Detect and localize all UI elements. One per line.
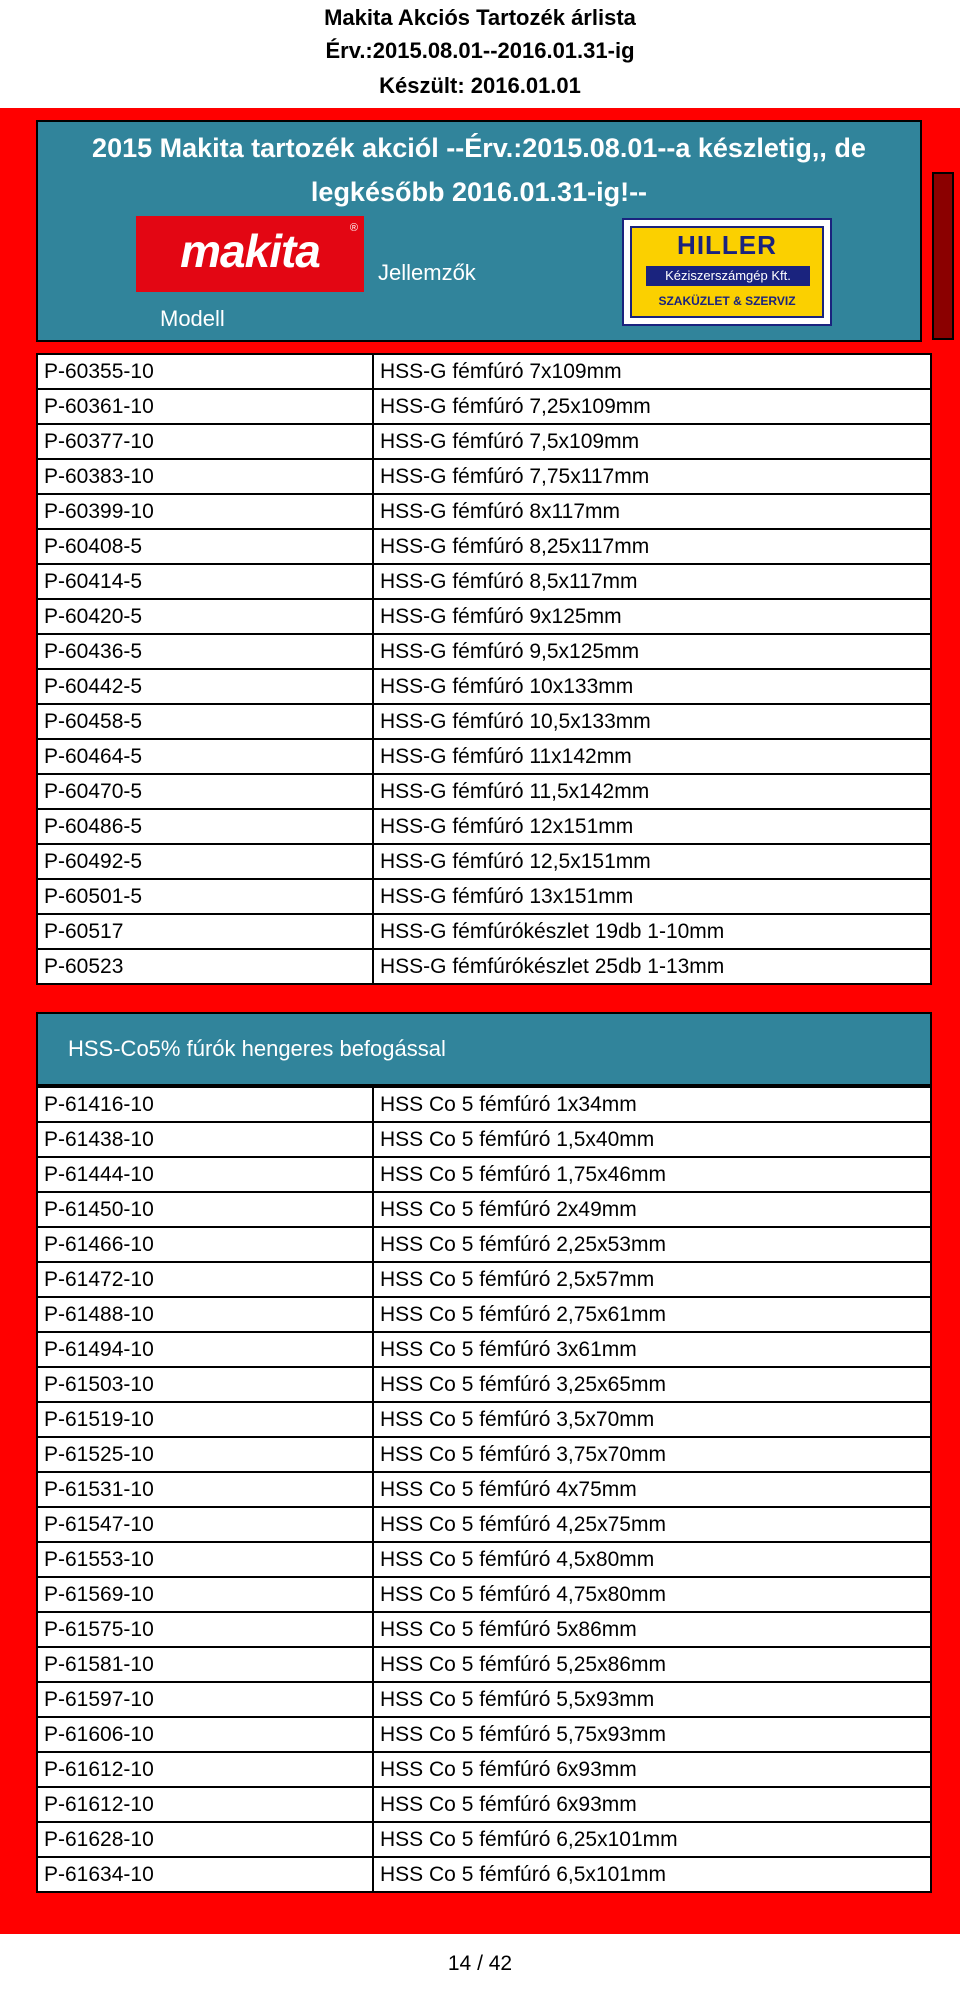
description-cell: HSS-G fémfúró 12,5x151mm	[373, 844, 931, 879]
model-cell: P-60420-5	[37, 599, 373, 634]
model-cell: P-61488-10	[37, 1297, 373, 1332]
description-cell: HSS-G fémfúró 7,75x117mm	[373, 459, 931, 494]
column-header-modell: Modell	[160, 306, 225, 331]
description-cell: HSS-G fémfúró 10,5x133mm	[373, 704, 931, 739]
page-number: 14 / 42	[447, 1952, 513, 1975]
table-row	[37, 1612, 931, 1647]
model-cell: P-60464-5	[37, 739, 373, 774]
model-cell: P-61634-10	[37, 1857, 373, 1892]
hiller-logo	[622, 218, 832, 326]
makita-logo-text: makita	[180, 225, 320, 277]
model-cell: P-60458-5	[37, 704, 373, 739]
model-cell: P-60355-10	[37, 354, 373, 389]
model-cell: P-61416-10	[37, 1087, 373, 1122]
table-row	[37, 1507, 931, 1542]
section-title: HSS-Co5% fúrók hengeres befogással	[68, 1036, 446, 1061]
description-cell: HSS-G fémfúró 9x125mm	[373, 599, 931, 634]
table-row	[37, 1682, 931, 1717]
description-cell: HSS Co 5 fémfúró 6,5x101mm	[373, 1857, 931, 1892]
model-cell: P-61450-10	[37, 1192, 373, 1227]
table-row	[37, 669, 931, 704]
description-cell: HSS-G fémfúró 8x117mm	[373, 494, 931, 529]
makita-logo	[136, 216, 364, 292]
table-row	[37, 354, 931, 389]
table-row	[37, 529, 931, 564]
description-cell: HSS Co 5 fémfúró 1,75x46mm	[373, 1157, 931, 1192]
table-row	[37, 424, 931, 459]
right-side-bar	[932, 172, 954, 340]
model-cell: P-60377-10	[37, 424, 373, 459]
model-cell: P-61494-10	[37, 1332, 373, 1367]
description-cell: HSS Co 5 fémfúró 2x49mm	[373, 1192, 931, 1227]
table-row	[37, 704, 931, 739]
table-row	[37, 1122, 931, 1157]
table-row	[37, 1717, 931, 1752]
description-cell: HSS Co 5 fémfúró 1,5x40mm	[373, 1122, 931, 1157]
table-row	[37, 599, 931, 634]
model-cell: P-61612-10	[37, 1787, 373, 1822]
model-cell: P-61472-10	[37, 1262, 373, 1297]
model-cell: P-61444-10	[37, 1157, 373, 1192]
banner-title-line2: legkésőbb 2016.01.31-ig!--	[310, 177, 648, 207]
model-cell: P-61547-10	[37, 1507, 373, 1542]
description-cell: HSS Co 5 fémfúró 5,75x93mm	[373, 1717, 931, 1752]
description-cell: HSS Co 5 fémfúró 5,25x86mm	[373, 1647, 931, 1682]
description-cell: HSS-G fémfúró 13x151mm	[373, 879, 931, 914]
model-cell: P-61597-10	[37, 1682, 373, 1717]
description-cell: HSS-G fémfúró 12x151mm	[373, 809, 931, 844]
description-cell: HSS Co 5 fémfúró 3,25x65mm	[373, 1367, 931, 1402]
table-row	[37, 1192, 931, 1227]
table-row	[37, 1577, 931, 1612]
description-cell: HSS Co 5 fémfúró 3x61mm	[373, 1332, 931, 1367]
model-cell: P-60470-5	[37, 774, 373, 809]
hiller-logo-subtitle: Kéziszerszámgép Kft.	[646, 266, 810, 286]
table-row	[37, 1297, 931, 1332]
description-cell: HSS Co 5 fémfúró 4,5x80mm	[373, 1542, 931, 1577]
model-cell: P-60517	[37, 914, 373, 949]
table-row	[37, 844, 931, 879]
banner-title	[38, 126, 920, 214]
description-cell: HSS-G fémfúró 11,5x142mm	[373, 774, 931, 809]
column-header-jellemzok: Jellemzők	[378, 260, 476, 285]
doc-title: Makita Akciós Tartozék árlista	[324, 5, 636, 30]
table-row	[37, 1402, 931, 1437]
description-cell: HSS-G fémfúrókészlet 19db 1-10mm	[373, 914, 931, 949]
model-cell: P-61606-10	[37, 1717, 373, 1752]
table-row	[37, 1367, 931, 1402]
table-row	[37, 1437, 931, 1472]
table-row	[37, 494, 931, 529]
description-cell: HSS Co 5 fémfúró 1x34mm	[373, 1087, 931, 1122]
model-cell: P-61569-10	[37, 1577, 373, 1612]
description-cell: HSS Co 5 fémfúró 5,5x93mm	[373, 1682, 931, 1717]
table-row	[37, 1857, 931, 1892]
model-cell: P-60501-5	[37, 879, 373, 914]
model-cell: P-61581-10	[37, 1647, 373, 1682]
description-cell: HSS-G fémfúrókészlet 25db 1-13mm	[373, 949, 931, 984]
model-cell: P-60399-10	[37, 494, 373, 529]
description-cell: HSS Co 5 fémfúró 3,5x70mm	[373, 1402, 931, 1437]
table-row	[37, 1647, 931, 1682]
table-row	[37, 739, 931, 774]
model-cell: P-61553-10	[37, 1542, 373, 1577]
description-cell: HSS Co 5 fémfúró 4,25x75mm	[373, 1507, 931, 1542]
table-row	[37, 1087, 931, 1122]
model-cell: P-61503-10	[37, 1367, 373, 1402]
table-row	[37, 459, 931, 494]
table-row	[37, 949, 931, 984]
model-cell: P-60442-5	[37, 669, 373, 704]
description-cell: HSS-G fémfúró 7x109mm	[373, 354, 931, 389]
table-row	[37, 1157, 931, 1192]
hiller-logo-tagline: SZAKÜZLET & SZERVIZ	[658, 294, 796, 308]
table-row	[37, 809, 931, 844]
table-row	[37, 879, 931, 914]
description-cell: HSS-G fémfúró 7,25x109mm	[373, 389, 931, 424]
description-cell: HSS-G fémfúró 7,5x109mm	[373, 424, 931, 459]
table-row	[37, 1227, 931, 1262]
model-cell: P-61531-10	[37, 1472, 373, 1507]
table-row	[37, 1472, 931, 1507]
section-header-hss-co5	[36, 1012, 932, 1086]
description-cell: HSS-G fémfúró 11x142mm	[373, 739, 931, 774]
description-cell: HSS Co 5 fémfúró 6x93mm	[373, 1787, 931, 1822]
description-cell: HSS Co 5 fémfúró 3,75x70mm	[373, 1437, 931, 1472]
model-cell: P-61519-10	[37, 1402, 373, 1437]
table-row	[37, 774, 931, 809]
model-cell: P-61525-10	[37, 1437, 373, 1472]
description-cell: HSS Co 5 fémfúró 6x93mm	[373, 1752, 931, 1787]
description-cell: HSS Co 5 fémfúró 2,25x53mm	[373, 1227, 931, 1262]
model-cell: P-61575-10	[37, 1612, 373, 1647]
model-cell: P-61466-10	[37, 1227, 373, 1262]
banner-title-line1: 2015 Makita tartozék akciól --Érv.:2015.08.01--a készletig,, de	[92, 133, 866, 163]
model-cell: P-61438-10	[37, 1122, 373, 1157]
table-row	[37, 1332, 931, 1367]
description-cell: HSS Co 5 fémfúró 6,25x101mm	[373, 1822, 931, 1857]
model-cell: P-61628-10	[37, 1822, 373, 1857]
registered-icon: ®	[349, 222, 358, 234]
description-cell: HSS-G fémfúró 9,5x125mm	[373, 634, 931, 669]
table-row	[37, 914, 931, 949]
table-row	[37, 634, 931, 669]
model-cell: P-60523	[37, 949, 373, 984]
hiller-logo-name: HILLER	[677, 230, 777, 260]
model-cell: P-61612-10	[37, 1752, 373, 1787]
model-cell: P-60436-5	[37, 634, 373, 669]
model-cell: P-60414-5	[37, 564, 373, 599]
table-row	[37, 1752, 931, 1787]
description-cell: HSS-G fémfúró 8,25x117mm	[373, 529, 931, 564]
table-row	[37, 1822, 931, 1857]
table-row	[37, 1262, 931, 1297]
model-cell: P-60361-10	[37, 389, 373, 424]
model-cell: P-60408-5	[37, 529, 373, 564]
product-table-hss-co5	[36, 1086, 932, 1893]
doc-validity: Érv.:2015.08.01--2016.01.31-ig	[325, 38, 635, 63]
table-row	[37, 1542, 931, 1577]
description-cell: HSS-G fémfúró 8,5x117mm	[373, 564, 931, 599]
description-cell: HSS-G fémfúró 10x133mm	[373, 669, 931, 704]
description-cell: HSS Co 5 fémfúró 2,75x61mm	[373, 1297, 931, 1332]
description-cell: HSS Co 5 fémfúró 4,75x80mm	[373, 1577, 931, 1612]
table-row	[37, 389, 931, 424]
table-row	[37, 564, 931, 599]
description-cell: HSS Co 5 fémfúró 4x75mm	[373, 1472, 931, 1507]
product-table-hss-g	[36, 353, 932, 985]
table-row	[37, 1787, 931, 1822]
model-cell: P-60383-10	[37, 459, 373, 494]
model-cell: P-60492-5	[37, 844, 373, 879]
doc-created: Készült: 2016.01.01	[379, 73, 581, 98]
description-cell: HSS Co 5 fémfúró 2,5x57mm	[373, 1262, 931, 1297]
model-cell: P-60486-5	[37, 809, 373, 844]
description-cell: HSS Co 5 fémfúró 5x86mm	[373, 1612, 931, 1647]
